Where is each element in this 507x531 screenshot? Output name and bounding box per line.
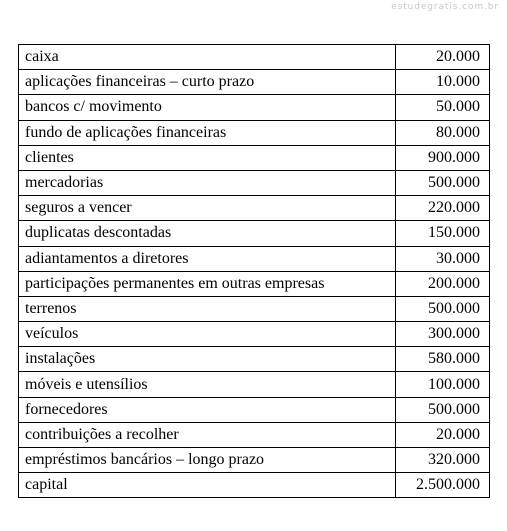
- account-value-cell: 10.000: [396, 70, 490, 95]
- table-row: [19, 246, 490, 271]
- account-name-cell: bancos c/ movimento: [19, 95, 396, 120]
- table-row: [19, 322, 490, 347]
- account-name-cell: veículos: [19, 322, 396, 347]
- account-value-cell: 20.000: [396, 422, 490, 447]
- table-row: [19, 196, 490, 221]
- account-value-cell: 30.000: [396, 246, 490, 271]
- table-row: [19, 221, 490, 246]
- accounts-table: [18, 44, 490, 498]
- account-value-cell: 320.000: [396, 448, 490, 473]
- account-value-cell: 500.000: [396, 170, 490, 195]
- account-name-cell: móveis e utensílios: [19, 372, 396, 397]
- table-row: [19, 448, 490, 473]
- site-watermark: estudegratis.com.br: [391, 2, 499, 12]
- account-value-cell: 2.500.000: [396, 473, 490, 498]
- account-name-cell: adiantamentos a diretores: [19, 246, 396, 271]
- account-value-cell: 500.000: [396, 397, 490, 422]
- account-name-cell: capital: [19, 473, 396, 498]
- account-value-cell: 150.000: [396, 221, 490, 246]
- account-name-cell: fornecedores: [19, 397, 396, 422]
- table-row: [19, 296, 490, 321]
- account-value-cell: 220.000: [396, 196, 490, 221]
- account-name-cell: seguros a vencer: [19, 196, 396, 221]
- account-value-cell: 900.000: [396, 145, 490, 170]
- table-row: [19, 347, 490, 372]
- account-name-cell: aplicações financeiras – curto prazo: [19, 70, 396, 95]
- account-value-cell: 20.000: [396, 45, 490, 70]
- account-value-cell: 100.000: [396, 372, 490, 397]
- accounts-table-body: [19, 45, 490, 498]
- account-name-cell: caixa: [19, 45, 396, 70]
- account-name-cell: fundo de aplicações financeiras: [19, 120, 396, 145]
- table-row: [19, 95, 490, 120]
- account-name-cell: instalações: [19, 347, 396, 372]
- account-name-cell: participações permanentes em outras empresas: [19, 271, 396, 296]
- table-row: [19, 397, 490, 422]
- account-value-cell: 500.000: [396, 296, 490, 321]
- table-row: [19, 372, 490, 397]
- account-name-cell: clientes: [19, 145, 396, 170]
- account-name-cell: mercadorias: [19, 170, 396, 195]
- account-value-cell: 80.000: [396, 120, 490, 145]
- account-name-cell: terrenos: [19, 296, 396, 321]
- account-value-cell: 50.000: [396, 95, 490, 120]
- account-value-cell: 580.000: [396, 347, 490, 372]
- account-name-cell: duplicatas descontadas: [19, 221, 396, 246]
- table-row: [19, 271, 490, 296]
- table-row: [19, 145, 490, 170]
- table-row: [19, 422, 490, 447]
- table-row: [19, 170, 490, 195]
- table-row: [19, 473, 490, 498]
- account-value-cell: 300.000: [396, 322, 490, 347]
- account-name-cell: contribuições a recolher: [19, 422, 396, 447]
- account-name-cell: empréstimos bancários – longo prazo: [19, 448, 396, 473]
- account-value-cell: 200.000: [396, 271, 490, 296]
- table-row: [19, 70, 490, 95]
- table-row: [19, 120, 490, 145]
- table-row: [19, 45, 490, 70]
